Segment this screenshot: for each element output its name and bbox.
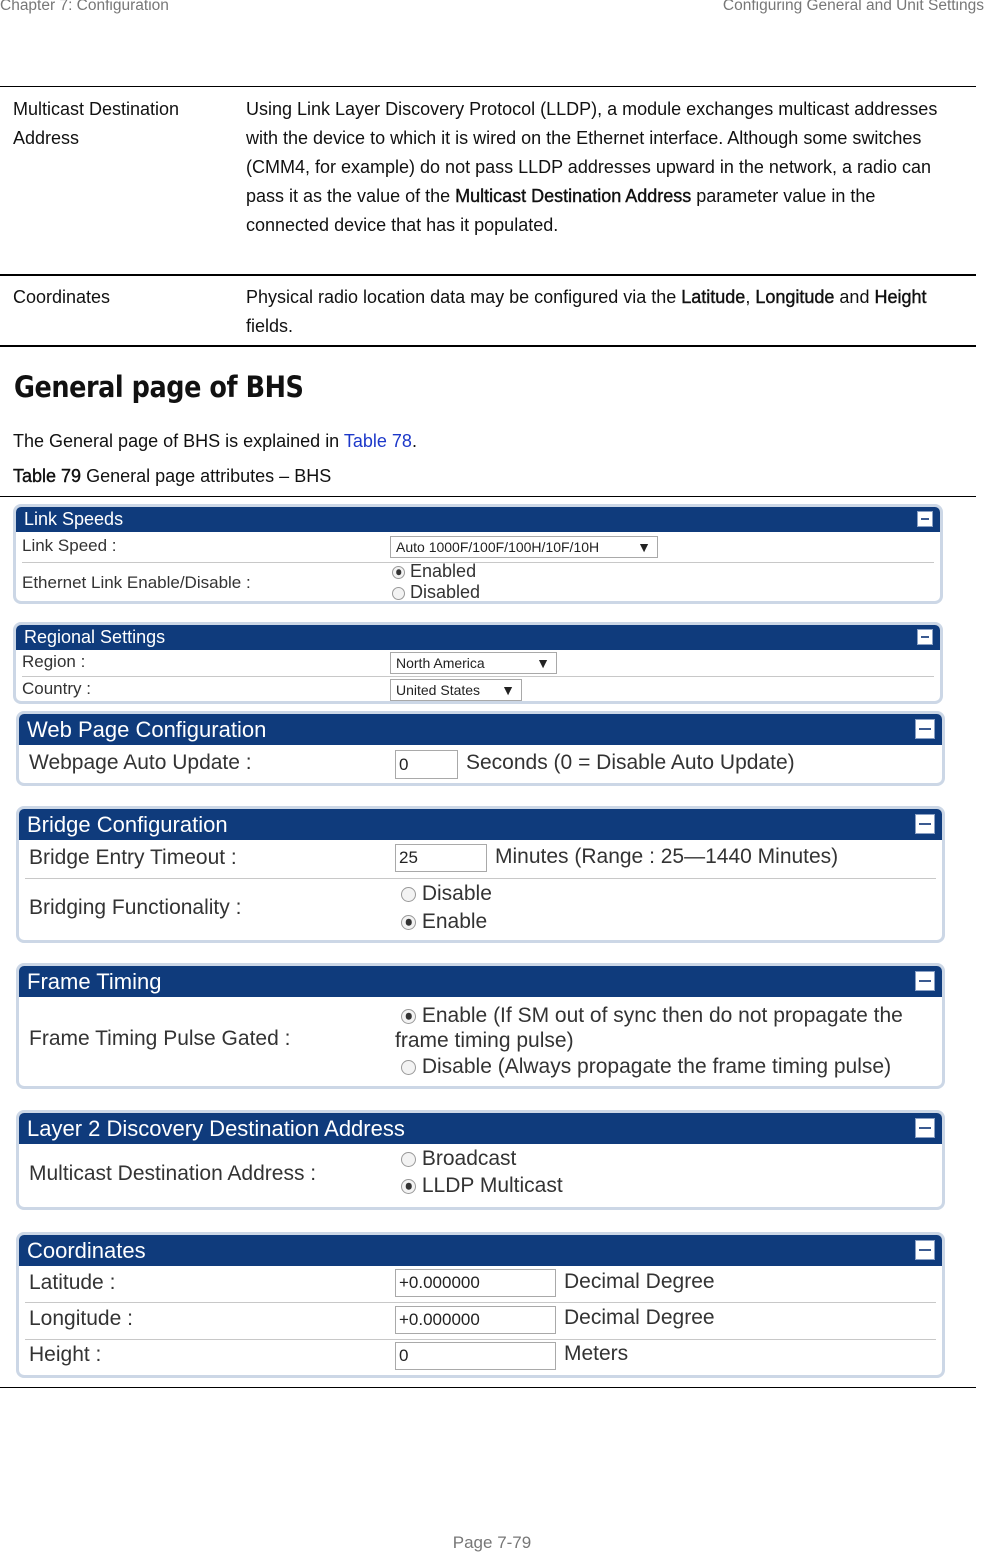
- multicast-destination-label: Multicast Destination Address :: [29, 1162, 317, 1185]
- radio-selected-icon: [392, 566, 405, 579]
- chevron-down-icon: ▼: [536, 655, 550, 671]
- lldp-multicast-radio[interactable]: LLDP Multicast: [401, 1174, 563, 1198]
- frame-timing-panel: [16, 963, 945, 1089]
- country-value: United States: [396, 682, 481, 698]
- pulse-gated-label: Frame Timing Pulse Gated :: [29, 1027, 291, 1050]
- radio-selected-icon: [401, 1009, 416, 1024]
- multicast-destination-row: [25, 1144, 936, 1208]
- link-speeds-panel: [13, 504, 943, 604]
- latitude-input[interactable]: +0.000000: [395, 1269, 556, 1297]
- radio-unselected-icon: [401, 1152, 416, 1167]
- bridging-functionality-label: Bridging Functionality :: [29, 896, 242, 919]
- region-select[interactable]: [390, 652, 557, 674]
- collapse-icon[interactable]: [915, 719, 935, 739]
- entry-timeout-note: Minutes (Range : 25—1440 Minutes): [495, 845, 839, 868]
- country-label: Country :: [22, 679, 91, 698]
- table-top-rule: [0, 86, 976, 87]
- enabled-radio[interactable]: Enabled: [392, 561, 476, 582]
- panel-title: Frame Timing: [27, 969, 162, 994]
- height-unit: Meters: [564, 1342, 629, 1365]
- link-speeds-header: [16, 507, 940, 532]
- bridging-functionality-row: [25, 879, 936, 941]
- figure-bottom-rule: [0, 1387, 976, 1388]
- description-coordinates: Physical radio location data may be configured via the Latitude, Longitude and Height fields.: [246, 287, 927, 336]
- radio-selected-icon: [401, 1179, 416, 1194]
- latitude-unit: Decimal Degree: [564, 1270, 715, 1293]
- layer2-header: [19, 1113, 942, 1144]
- attribute-coordinates: Coordinates: [13, 287, 111, 307]
- longitude-row: [25, 1303, 936, 1340]
- region-value: North America: [396, 655, 485, 671]
- table-bottom-rule: [0, 345, 976, 347]
- entry-timeout-label: Bridge Entry Timeout :: [29, 846, 237, 869]
- enable-radio[interactable]: Enable (If SM out of sync then do not propagate the frame timing pulse): [395, 1004, 903, 1052]
- collapse-icon[interactable]: [917, 511, 933, 527]
- broadcast-radio[interactable]: Broadcast: [401, 1147, 516, 1171]
- region-label: Region :: [22, 652, 86, 671]
- section-intro: The General page of BHS is explained in Table 78.: [13, 431, 417, 451]
- section-header: Configuring General and Unit Settings: [722, 0, 984, 14]
- height-input[interactable]: 0: [395, 1342, 556, 1370]
- coordinates-header: [19, 1235, 942, 1266]
- link-speed-select[interactable]: [390, 536, 658, 558]
- radio-unselected-icon: [392, 587, 405, 600]
- region-row: [22, 650, 934, 677]
- collapse-icon[interactable]: [915, 1240, 935, 1260]
- chapter-header: Chapter 7: Configuration: [0, 0, 169, 14]
- enable-radio[interactable]: Enable: [401, 910, 487, 934]
- panel-title: Layer 2 Discovery Destination Address: [27, 1116, 405, 1141]
- auto-update-label: Webpage Auto Update :: [29, 751, 252, 774]
- regional-settings-panel: [13, 622, 943, 704]
- height-row: [25, 1340, 936, 1376]
- country-select[interactable]: [390, 679, 522, 701]
- panel-title: Coordinates: [27, 1238, 146, 1263]
- attribute-multicast: Multicast Destination Address: [13, 99, 180, 148]
- bridge-header: [19, 809, 942, 840]
- longitude-input[interactable]: +0.000000: [395, 1306, 556, 1334]
- layer2-discovery-panel: [16, 1110, 945, 1210]
- longitude-unit: Decimal Degree: [564, 1306, 715, 1329]
- longitude-label: Longitude :: [29, 1307, 133, 1330]
- disabled-radio[interactable]: Disabled: [392, 582, 480, 603]
- coordinates-panel: [16, 1232, 945, 1378]
- regional-header: [16, 625, 940, 650]
- page-number: Page 7-79: [452, 1533, 532, 1552]
- description-multicast: Using Link Layer Discovery Protocol (LLDP), a module exchanges multicast addresses with the device to which it is wired on the Ethernet interface. Although some switches (CMM4, for example) do not pass LLDP addresses upward in the network, a radio can pass it as the value of the Multicast Destination Address parameter value in the connected device that has it populated.: [246, 99, 938, 235]
- panel-title: Link Speeds: [24, 509, 124, 529]
- radio-unselected-icon: [401, 1060, 416, 1075]
- web-page-config-panel: [16, 711, 945, 786]
- link-speed-value: Auto 1000F/100F/100H/10F/10H: [396, 539, 600, 555]
- latitude-row: [25, 1266, 936, 1303]
- radio-selected-icon: [401, 915, 416, 930]
- table-row-rule: [0, 274, 976, 276]
- auto-update-input[interactable]: 0: [395, 750, 458, 779]
- link-speed-row: [22, 532, 934, 563]
- auto-update-note: Seconds (0 = Disable Auto Update): [466, 751, 795, 774]
- entry-timeout-input[interactable]: 25: [395, 844, 487, 872]
- bridge-config-panel: [16, 806, 945, 943]
- radio-unselected-icon: [401, 887, 416, 902]
- panel-title: Web Page Configuration: [27, 717, 267, 742]
- collapse-icon[interactable]: [915, 971, 935, 991]
- figure-top-rule: [0, 496, 976, 497]
- entry-timeout-row: [25, 840, 936, 879]
- web-page-header: [19, 714, 942, 745]
- chevron-down-icon: ▼: [501, 682, 515, 698]
- auto-update-row: [25, 745, 936, 785]
- collapse-icon[interactable]: [917, 629, 933, 645]
- collapse-icon[interactable]: [915, 814, 935, 834]
- table-caption: Table 79 General page attributes – BHS: [13, 466, 332, 486]
- table-78-link[interactable]: Table 78: [343, 431, 412, 451]
- ethernet-link-label: Ethernet Link Enable/Disable :: [22, 573, 251, 592]
- ethernet-link-row: [22, 563, 934, 604]
- height-label: Height :: [29, 1343, 102, 1366]
- latitude-label: Latitude :: [29, 1271, 116, 1294]
- panel-title: Regional Settings: [24, 627, 166, 647]
- frame-timing-header: [19, 966, 942, 997]
- disable-radio[interactable]: Disable: [401, 882, 492, 906]
- pulse-gated-row: [25, 997, 936, 1087]
- collapse-icon[interactable]: [915, 1118, 935, 1138]
- section-title: General page of BHS: [14, 370, 304, 404]
- link-speed-label: Link Speed :: [22, 536, 117, 555]
- country-row: [22, 677, 934, 703]
- panel-title: Bridge Configuration: [27, 812, 228, 837]
- disable-radio[interactable]: Disable (Always propagate the frame timing pulse): [401, 1055, 891, 1079]
- chevron-down-icon: ▼: [637, 539, 651, 555]
